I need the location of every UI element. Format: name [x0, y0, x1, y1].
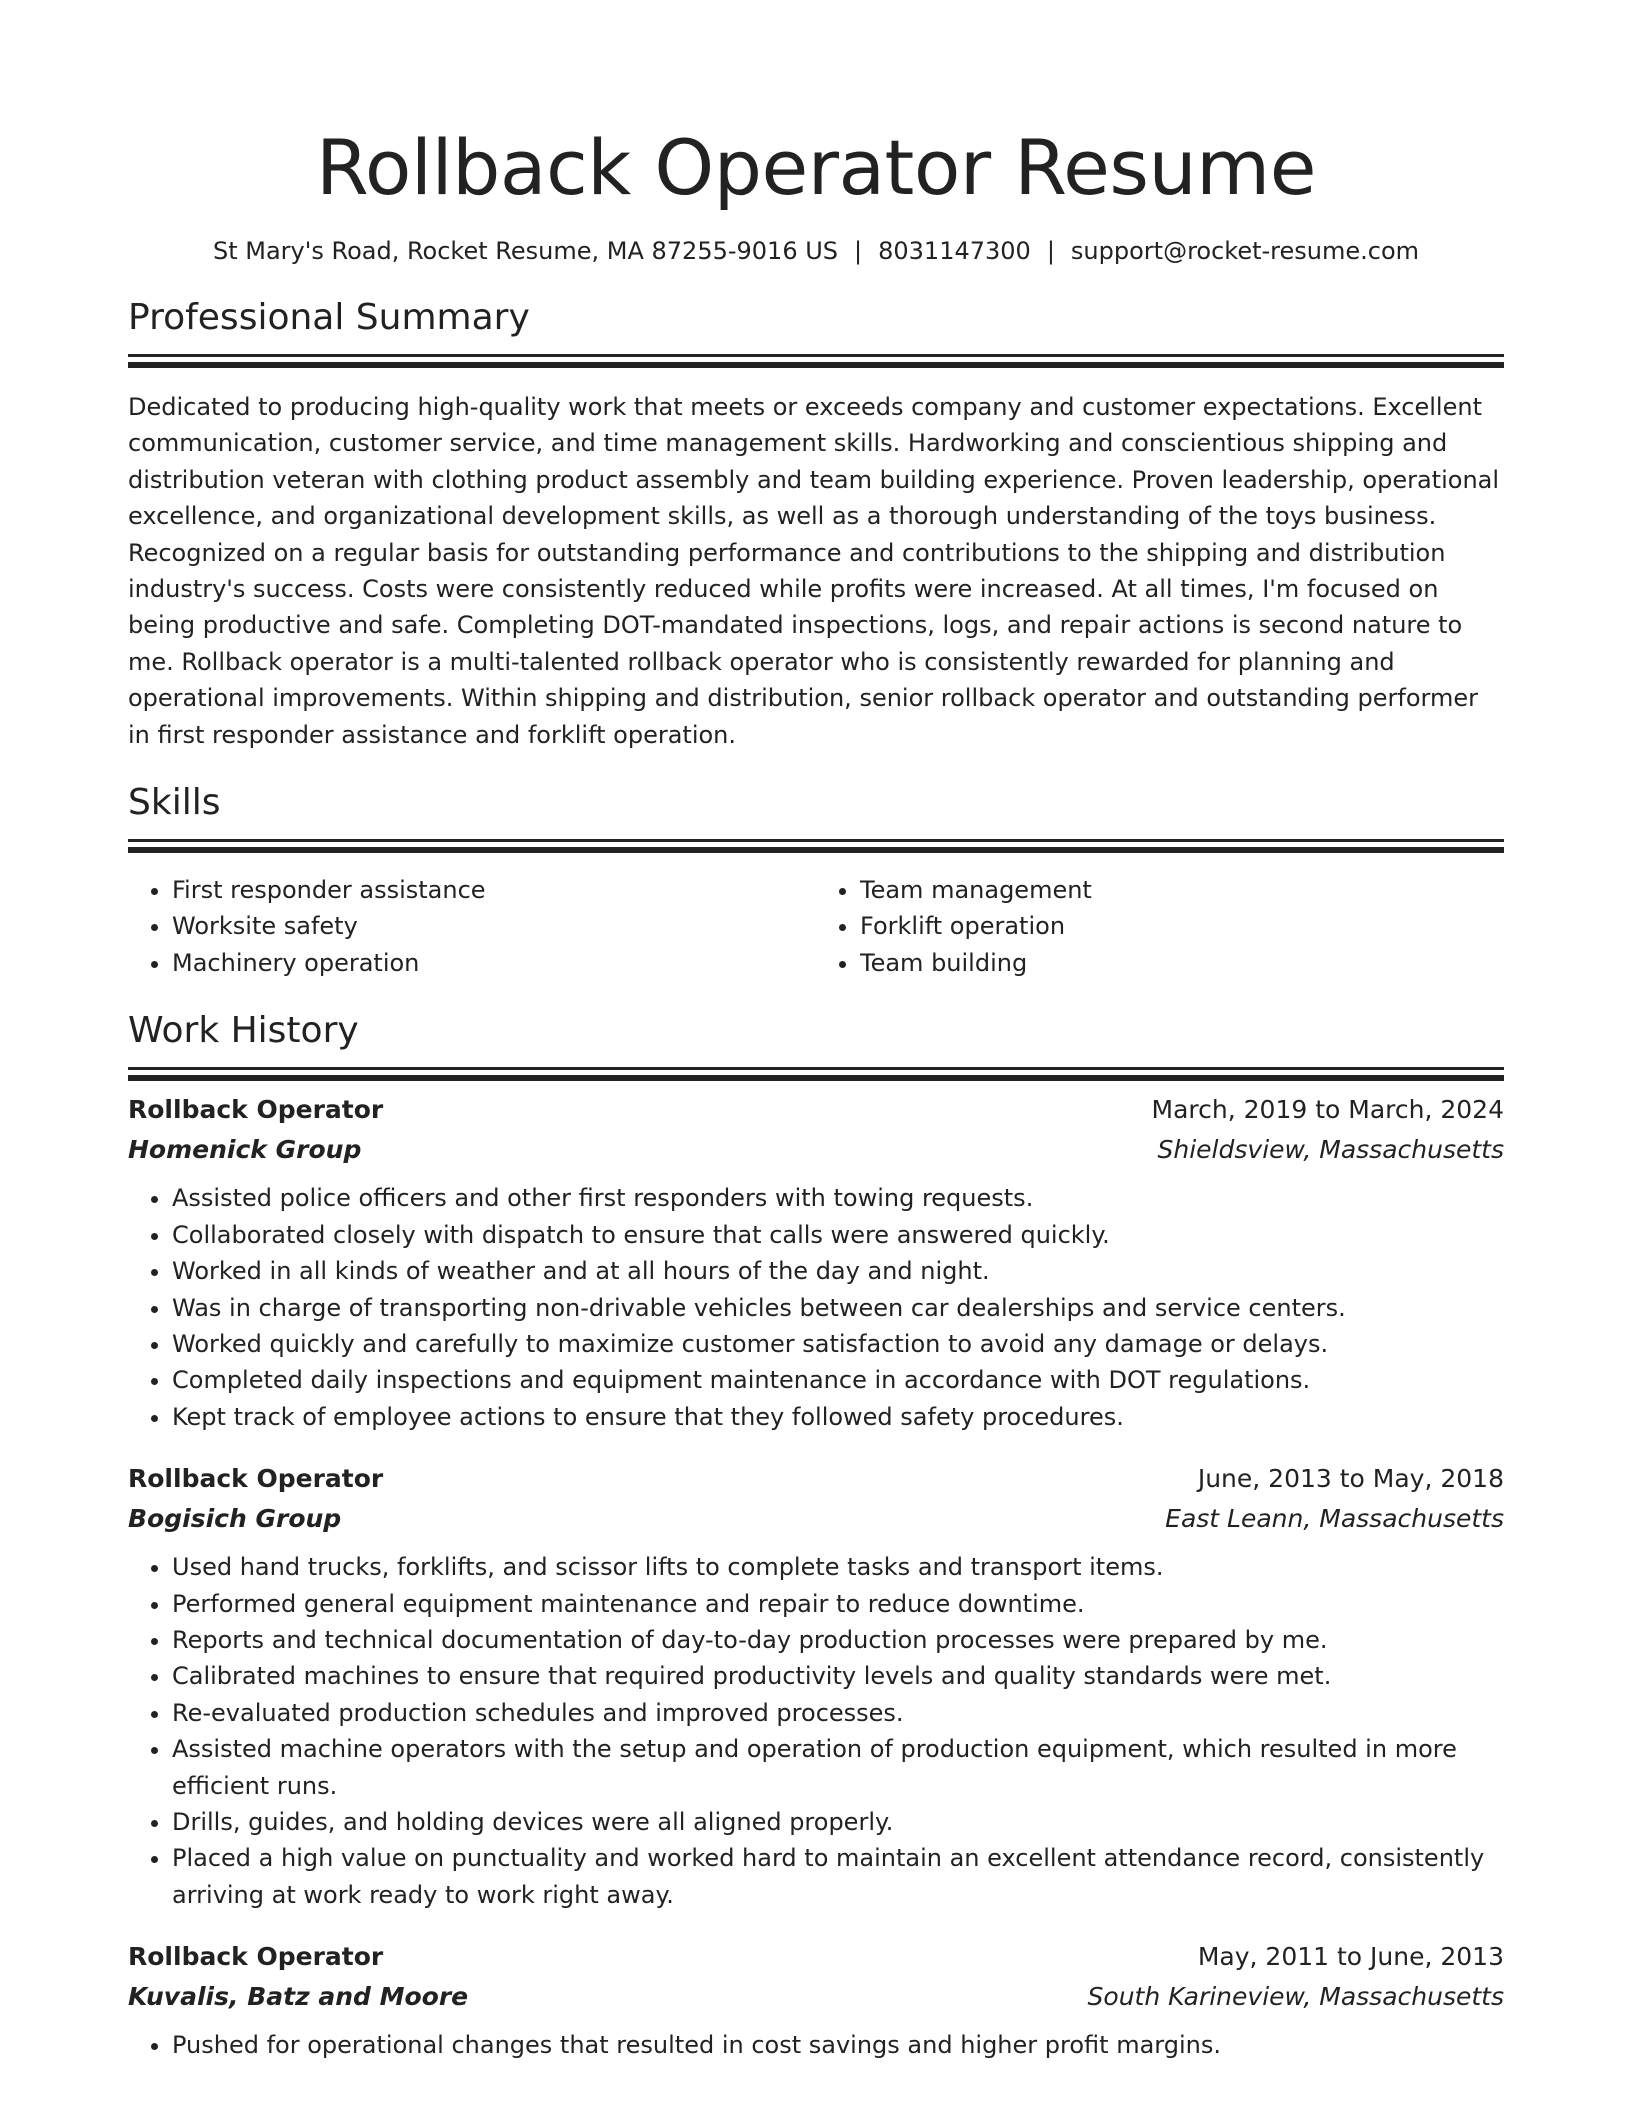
job-bullet: • Drills, guides, and holding devices were all aligned properly. [172, 1804, 1504, 1840]
job-bullet: • Placed a high value on punctuality and worked hard to maintain an excellent attendance record, consistently arriving at work ready to work right away. [172, 1840, 1504, 1913]
job-title: Rollback Operator [128, 1095, 384, 1125]
skills-column-left [128, 872, 816, 981]
job-bullet: • Was in charge of transporting non-drivable vehicles between car dealerships and service centers. [172, 1290, 1504, 1326]
job-bullet: • Kept track of employee actions to ensure that they followed safety procedures. [172, 1399, 1504, 1435]
address: St Mary's Road, Rocket Resume, MA 87255-9016 US [212, 237, 839, 265]
email: support@rocket-resume.com [1070, 237, 1420, 265]
skill-item: • Team management [860, 872, 1504, 908]
job-bullet: • Pushed for operational changes that resulted in cost savings and higher profit margins. [172, 2027, 1504, 2063]
skills-column-right [816, 872, 1504, 981]
job-bullets [128, 1549, 1504, 1913]
job-dates: March, 2019 to March, 2024 [1151, 1095, 1504, 1125]
skills-list [128, 872, 1504, 981]
job-location: Shieldsview, Massachusetts [1157, 1135, 1504, 1165]
job-bullet: • Assisted police officers and other first responders with towing requests. [172, 1180, 1504, 1216]
skill-item: • First responder assistance [172, 872, 816, 908]
job-bullet: • Re-evaluated production schedules and improved processes. [172, 1695, 1504, 1731]
phone: 8031147300 [878, 237, 1031, 265]
summary-section [128, 296, 1504, 753]
skill-item: • Machinery operation [172, 945, 816, 981]
job-bullet: • Collaborated closely with dispatch to ensure that calls were answered quickly. [172, 1217, 1504, 1253]
section-divider [128, 354, 1504, 357]
job-location: South Karineview, Massachusetts [1087, 1982, 1504, 2012]
resume-title: Rollback Operator Resume [316, 123, 1316, 212]
job-bullet: • Assisted machine operators with the setup and operation of production equipment, which resulted in more efficient runs. [172, 1731, 1504, 1804]
job-dates: May, 2011 to June, 2013 [1197, 1942, 1504, 1972]
job-bullet: • Calibrated machines to ensure that required productivity levels and quality standards were met. [172, 1658, 1504, 1694]
section-title-summary: Professional Summary [128, 297, 530, 338]
separator: | [1046, 237, 1055, 265]
separator: | [854, 237, 863, 265]
company-name: Bogisich Group [128, 1504, 342, 1534]
section-title-skills: Skills [128, 782, 221, 824]
resume-page [128, 0, 1504, 2064]
job-entry [128, 1937, 1504, 2063]
skill-item: • Forklift operation [860, 908, 1504, 944]
job-bullet: • Worked quickly and carefully to maximize customer satisfaction to avoid any damage or delays. [172, 1326, 1504, 1362]
job-bullet: • Reports and technical documentation of day-to-day production processes were prepared by me. [172, 1622, 1504, 1658]
job-bullet: • Worked in all kinds of weather and at all hours of the day and night. [172, 1253, 1504, 1289]
section-divider [128, 839, 1504, 842]
job-bullets [128, 1180, 1504, 1435]
job-bullet: • Completed daily inspections and equipment maintenance in accordance with DOT regulations. [172, 1362, 1504, 1398]
section-divider [128, 1067, 1504, 1070]
skill-item: • Worksite safety [172, 908, 816, 944]
company-name: Kuvalis, Batz and Moore [128, 1982, 469, 2012]
job-title: Rollback Operator [128, 1464, 384, 1494]
contact-line [128, 236, 1504, 266]
job-entry [128, 1459, 1504, 1913]
summary-text: Dedicated to producing high-quality work that meets or exceeds company and customer expectations. Excellent communication, customer service, and time management skills. Hardworking and conscientious shipping and distribution veteran with clothing product assembly and team building experience. Proven leadership, operational excellence, and organizational development skills, as well as a thorough understanding of the toys business. Recognized on a regular basis for outstanding performance and contributions to the shipping and distribution industry's success. Costs were consistently reduced while profits were increased. At all times, I'm focused on being productive and safe. Completing DOT-mandated inspections, logs, and repair actions is second nature to me. Rollback operator is a multi-talented rollback operator who is consistently rewarded for planning and operational improvements. Within shipping and distribution, senior rollback operator and outstanding performer in first responder assistance and forklift operation. [128, 393, 1500, 749]
job-bullet: • Used hand trucks, forklifts, and scissor lifts to complete tasks and transport items. [172, 1549, 1504, 1585]
skills-section [128, 781, 1504, 981]
section-title-work-history: Work History [128, 1010, 359, 1052]
job-location: East Leann, Massachusetts [1165, 1504, 1504, 1534]
job-title: Rollback Operator [128, 1942, 384, 1972]
company-name: Homenick Group [128, 1135, 362, 1165]
work-history-section [128, 1009, 1504, 2063]
job-dates: June, 2013 to May, 2018 [1197, 1464, 1504, 1494]
job-entry [128, 1090, 1504, 1435]
skill-item: • Team building [860, 945, 1504, 981]
job-bullet: • Performed general equipment maintenance and repair to reduce downtime. [172, 1586, 1504, 1622]
job-bullets [128, 2027, 1504, 2063]
